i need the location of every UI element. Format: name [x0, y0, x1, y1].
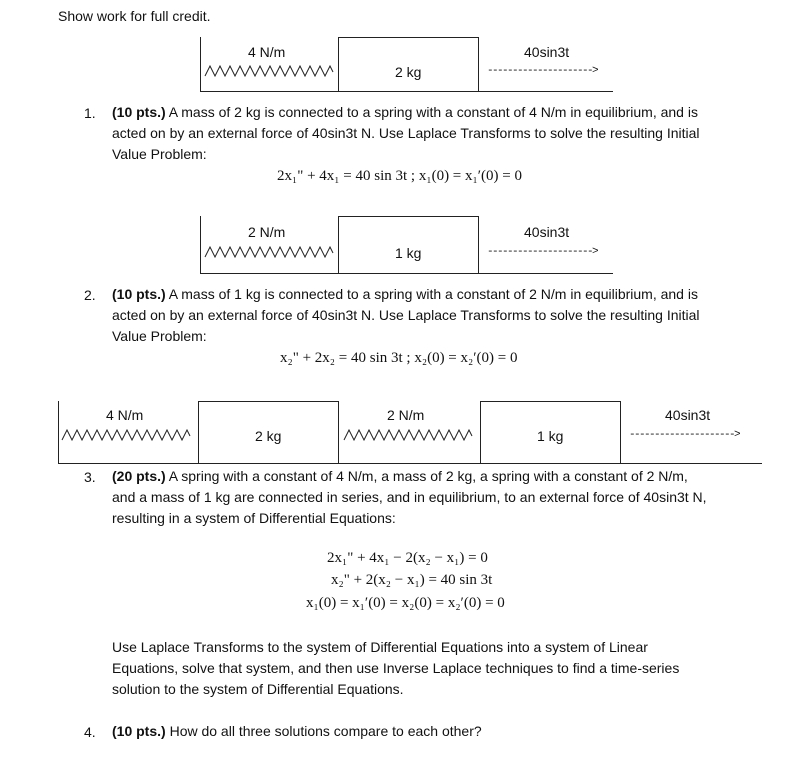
mass-label: 2 kg — [395, 64, 422, 80]
problem2-line1: A mass of 1 kg is connected to a spring with a constant of 2 N/m in equilibrium, and is — [165, 286, 698, 302]
spring2-icon — [344, 429, 474, 441]
problem1-number: 1. — [84, 105, 96, 121]
problem1-text — [112, 102, 700, 165]
spring-label: 4 N/m — [248, 44, 286, 60]
problem3-text — [112, 466, 707, 529]
problem2-text — [112, 284, 700, 347]
force-arrow: ---------------------> — [629, 429, 740, 441]
instruction-text: Show work for full credit. — [58, 8, 211, 24]
spring-label: 2 N/m — [248, 224, 286, 240]
problem3-eq3: x₁(0) = x₁′(0) = x₂(0) = x₂′(0) = 0 — [306, 595, 505, 611]
problem1-points: (10 pts.) — [112, 104, 166, 120]
spring1-label: 4 N/m — [106, 407, 144, 423]
mass1-label: 2 kg — [255, 428, 282, 444]
spring-icon — [205, 65, 335, 77]
problem1-line3: Value Problem: — [112, 146, 207, 162]
wall — [200, 216, 201, 274]
problem1-line1: A mass of 2 kg is connected to a spring with a constant of 4 N/m in equilibrium, and is — [165, 104, 698, 120]
problem1-equation: 2x₁" + 4x₁ = 40 sin 3t ; x₁(0) = x₁′(0) = 0 — [277, 168, 522, 184]
problem1-line2: acted on by an external force of 40sin3t N. Use Laplace Transforms to solve the resulting Initial — [112, 125, 700, 141]
problem4-text — [112, 721, 482, 742]
problem2-line3: Value Problem: — [112, 328, 207, 344]
problem3-line1: A spring with a constant of 4 N/m, a mass of 2 kg, a spring with a constant of 2 N/m, — [165, 468, 688, 484]
problem3-line3: resulting in a system of Differential Equations: — [112, 510, 396, 526]
mass2-label: 1 kg — [537, 428, 564, 444]
problem3-instructions — [112, 637, 679, 700]
problem3-instr-line2: Equations, solve that system, and then use Inverse Laplace techniques to find a time-series — [112, 660, 680, 676]
problem3-number: 3. — [84, 469, 96, 485]
mass-label: 1 kg — [395, 245, 422, 261]
problem3-line2: and a mass of 1 kg are connected in series, and in equilibrium, to an external force of 40sin3t N, — [112, 489, 707, 505]
problem3-instr-line3: solution to the system of Differential Equations. — [112, 681, 404, 697]
floor-line — [58, 463, 762, 464]
force-label: 40sin3t — [524, 224, 570, 240]
problem3-eq1: 2x₁" + 4x₁ − 2(x₂ − x₁) = 0 — [327, 550, 488, 566]
spring-icon — [205, 246, 335, 258]
wall — [58, 401, 59, 464]
problem3-eq2: x₂" + 2(x₂ − x₁) = 40 sin 3t — [331, 572, 493, 588]
force-label: 40sin3t — [665, 407, 711, 423]
spring2-label: 2 N/m — [387, 407, 425, 423]
force-label: 40sin3t — [524, 44, 570, 60]
force-arrow: ---------------------> — [487, 65, 598, 77]
problem2-line2: acted on by an external force of 40sin3t N. Use Laplace Transforms to solve the resulting Initial — [112, 307, 700, 323]
problem2-points: (10 pts.) — [112, 286, 166, 302]
problem2-number: 2. — [84, 287, 96, 303]
problem4-points: (10 pts.) — [112, 723, 166, 739]
problem2-equation: x₂" + 2x₂ = 40 sin 3t ; x₂(0) = x₂′(0) = 0 — [280, 350, 518, 366]
problem3-instr-line1: Use Laplace Transforms to the system of Differential Equations into a system of Linear — [112, 639, 648, 655]
force-arrow: ---------------------> — [487, 246, 598, 258]
problem4-question: How do all three solutions compare to each other? — [165, 723, 482, 739]
spring1-icon — [62, 429, 192, 441]
problem3-points: (20 pts.) — [112, 468, 166, 484]
problem4-number: 4. — [84, 724, 96, 740]
wall — [200, 37, 201, 92]
